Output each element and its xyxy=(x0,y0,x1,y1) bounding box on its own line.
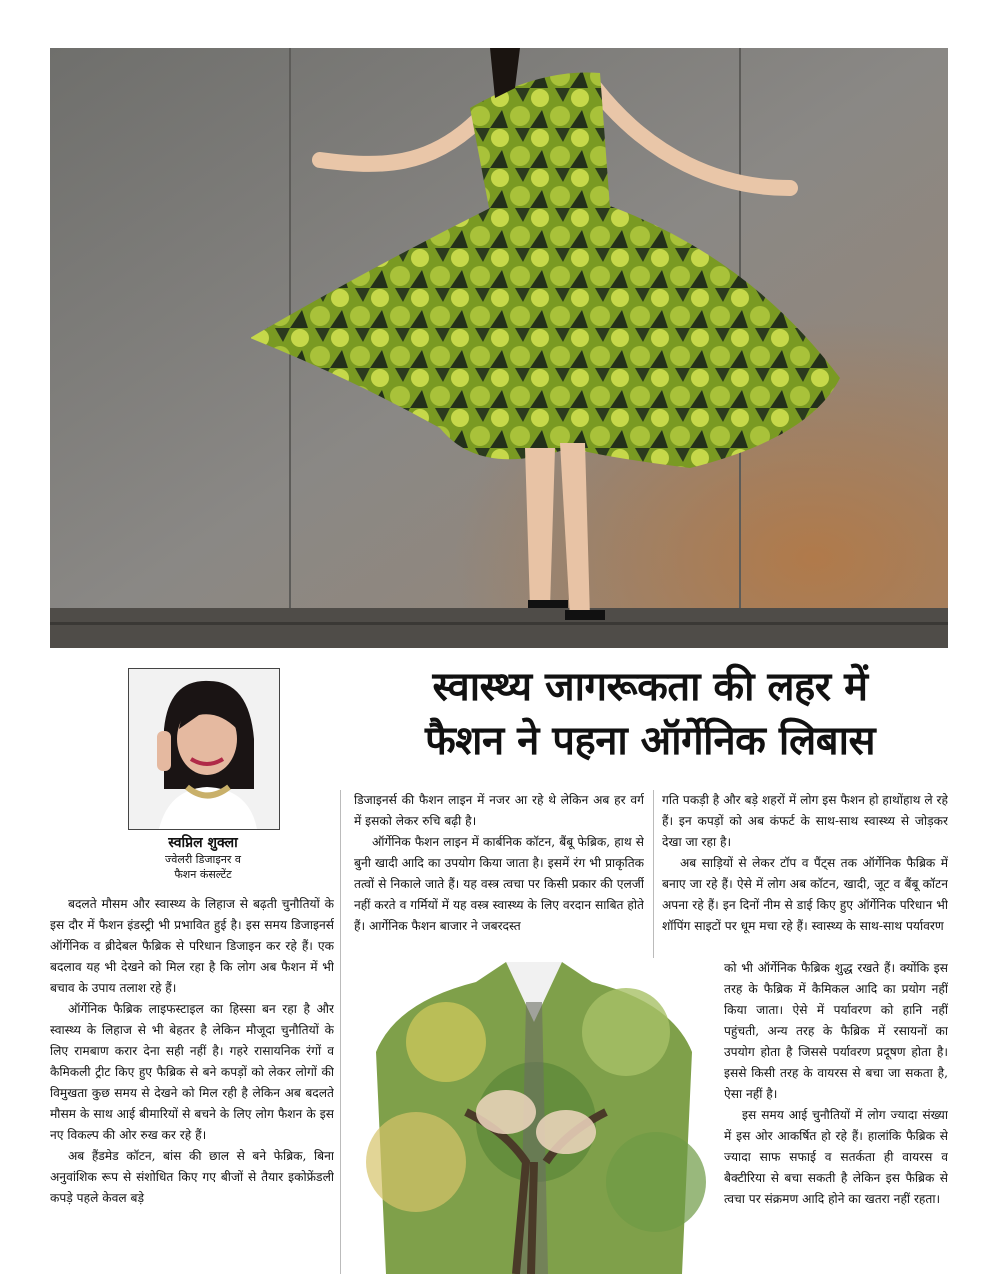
author-name: स्वप्निल शुक्ला xyxy=(168,835,238,851)
article-column-3-continued xyxy=(724,958,948,1274)
hero-photo xyxy=(50,48,948,648)
paragraph: डिजाइनर्स की फैशन लाइन में नजर आ रहे थे लेकिन अब हर वर्ग में इसको लेकर रुचि बढ़ी है। xyxy=(354,793,644,828)
paragraph: अब हैंडमेड कॉटन, बांस की छाल से बने फेब्रिक, बिना अनुवांशिक रूप से संशोधित किए गए बीजों से तैयार इकोफ्रेंडली कपड़े पहले केवल बड़े xyxy=(50,1149,334,1205)
paragraph: ऑर्गेनिक फैब्रिक लाइफस्टाइल का हिस्सा बन रहा है और स्वास्थ्य के लिहाज से भी बेहतर है लेकिन मौजूदा चुनौतियों के लिए रामबाण करार देना सही नहीं है। गहरे रासायनिक रंगों व कैमिकली ट्रीट किए हुए फैब्रिक से बने कपड़ों को लेकर लोगों की विमुखता कुछ समय से देखने को मिल रही है लेकिन अब बदलते मौसम के साथ आई बीमारियों से बचने के लिए लोग फैशन के इस नए विकल्प की ओर रुख कर रहे हैं। xyxy=(50,1002,334,1142)
article-column-1 xyxy=(50,894,334,1274)
tree-suit-illustration xyxy=(356,962,712,1274)
paragraph: अब साड़ियों से लेकर टॉप व पैंट्स तक ऑर्गेनिक फैब्रिक में बनाए जा रहे हैं। ऐसे में लोग अब कॉटन, खादी, जूट व बैंबू कॉटन अपना रहे हैं। इन दिनों नीम से डाई किए हुए ऑर्गेनिक परिधान भी शॉपिंग साइटों पर धूम मचा रहे हैं। स्वास्थ्य के साथ-साथ पर्यावरण xyxy=(662,856,948,933)
headline-line: स्वास्थ्य जागरूकता की लहर में xyxy=(432,664,868,710)
headline-line: फैशन ने पहना ऑर्गेनिक लिबास xyxy=(424,718,876,764)
author-photo xyxy=(128,668,280,830)
paragraph: इस समय आई चुनौतियों में लोग ज्यादा संख्या में इस ओर आकर्षित हो रहे हैं। हालांकि फैब्रिक से ज्यादा साफ सफाई व सतर्कता ही वायरस व बैक्टीरिया से बचा सकती है लेकिन इस फैब्रिक से त्वचा पर संक्रमण आदि होने का खतरा नहीं रहता। xyxy=(724,1108,948,1206)
paragraph: गति पकड़ी है और बड़े शहरों में लोग इस फैशन हो हाथोंहाथ ले रहे हैं। इन कपड़ों को अब कंफर्ट के साथ-साथ स्वास्थ्य से जोड़कर देखा जा रहा है। xyxy=(662,793,948,849)
column-divider xyxy=(340,790,341,1274)
author-role-line: फैशन कंसल्टेंट xyxy=(174,868,232,881)
article-column-2 xyxy=(354,790,644,960)
headline xyxy=(340,660,960,768)
paragraph: को भी ऑर्गेनिक फैब्रिक शुद्ध रखते हैं। क्योंकि इस तरह के फैब्रिक में कैमिकल आदि का प्रयोग नहीं किया जाता। ऐसे में पर्यावरण को हानि नहीं पहुंचती, अन्य तरह के फैब्रिक में रसायनों का उपयोग होता है जिससे पर्यावरण प्रदूषण होता है। इससे किसी तरह के वायरस से बचा जा सकता है, ऐसा नहीं है। xyxy=(724,961,948,1101)
article-column-3 xyxy=(662,790,948,958)
author-role xyxy=(90,852,316,882)
author-role-line: ज्वेलरी डिजाइनर व xyxy=(164,853,242,866)
paragraph: ऑर्गेनिक फैशन लाइन में कार्बनिक कॉटन, बैंबू फेब्रिक, हाथ से बुनी खादी आदि का उपयोग किया जाता है। इसमें रंग भी प्राकृतिक तत्वों से निकाले जाते हैं। यह वस्त्र त्वचा पर किसी प्रकार की एलर्जी नहीं करते व गर्मियों में यह वस्त्र स्वास्थ्य के लिए वरदान साबित होते हैं। आर्गेनिक फैशन बाजार ने जबरदस्त xyxy=(354,835,644,933)
column-divider xyxy=(653,790,654,958)
paragraph: बदलते मौसम और स्वास्थ्य के लिहाज से बढ़ती चुनौतियों के इस दौर में फैशन इंडस्ट्री भी प्रभावित हुई है। इस समय डिजाइनर्स ऑर्गेनिक व ब्रीदेबल फैब्रिक से परिधान डिजाइन कर रहे हैं। एक बदलाव यह भी देखने को मिल रहा है कि लोग अब फैशन में भी बचाव के उपाय तलाश रहे हैं। xyxy=(50,897,334,995)
